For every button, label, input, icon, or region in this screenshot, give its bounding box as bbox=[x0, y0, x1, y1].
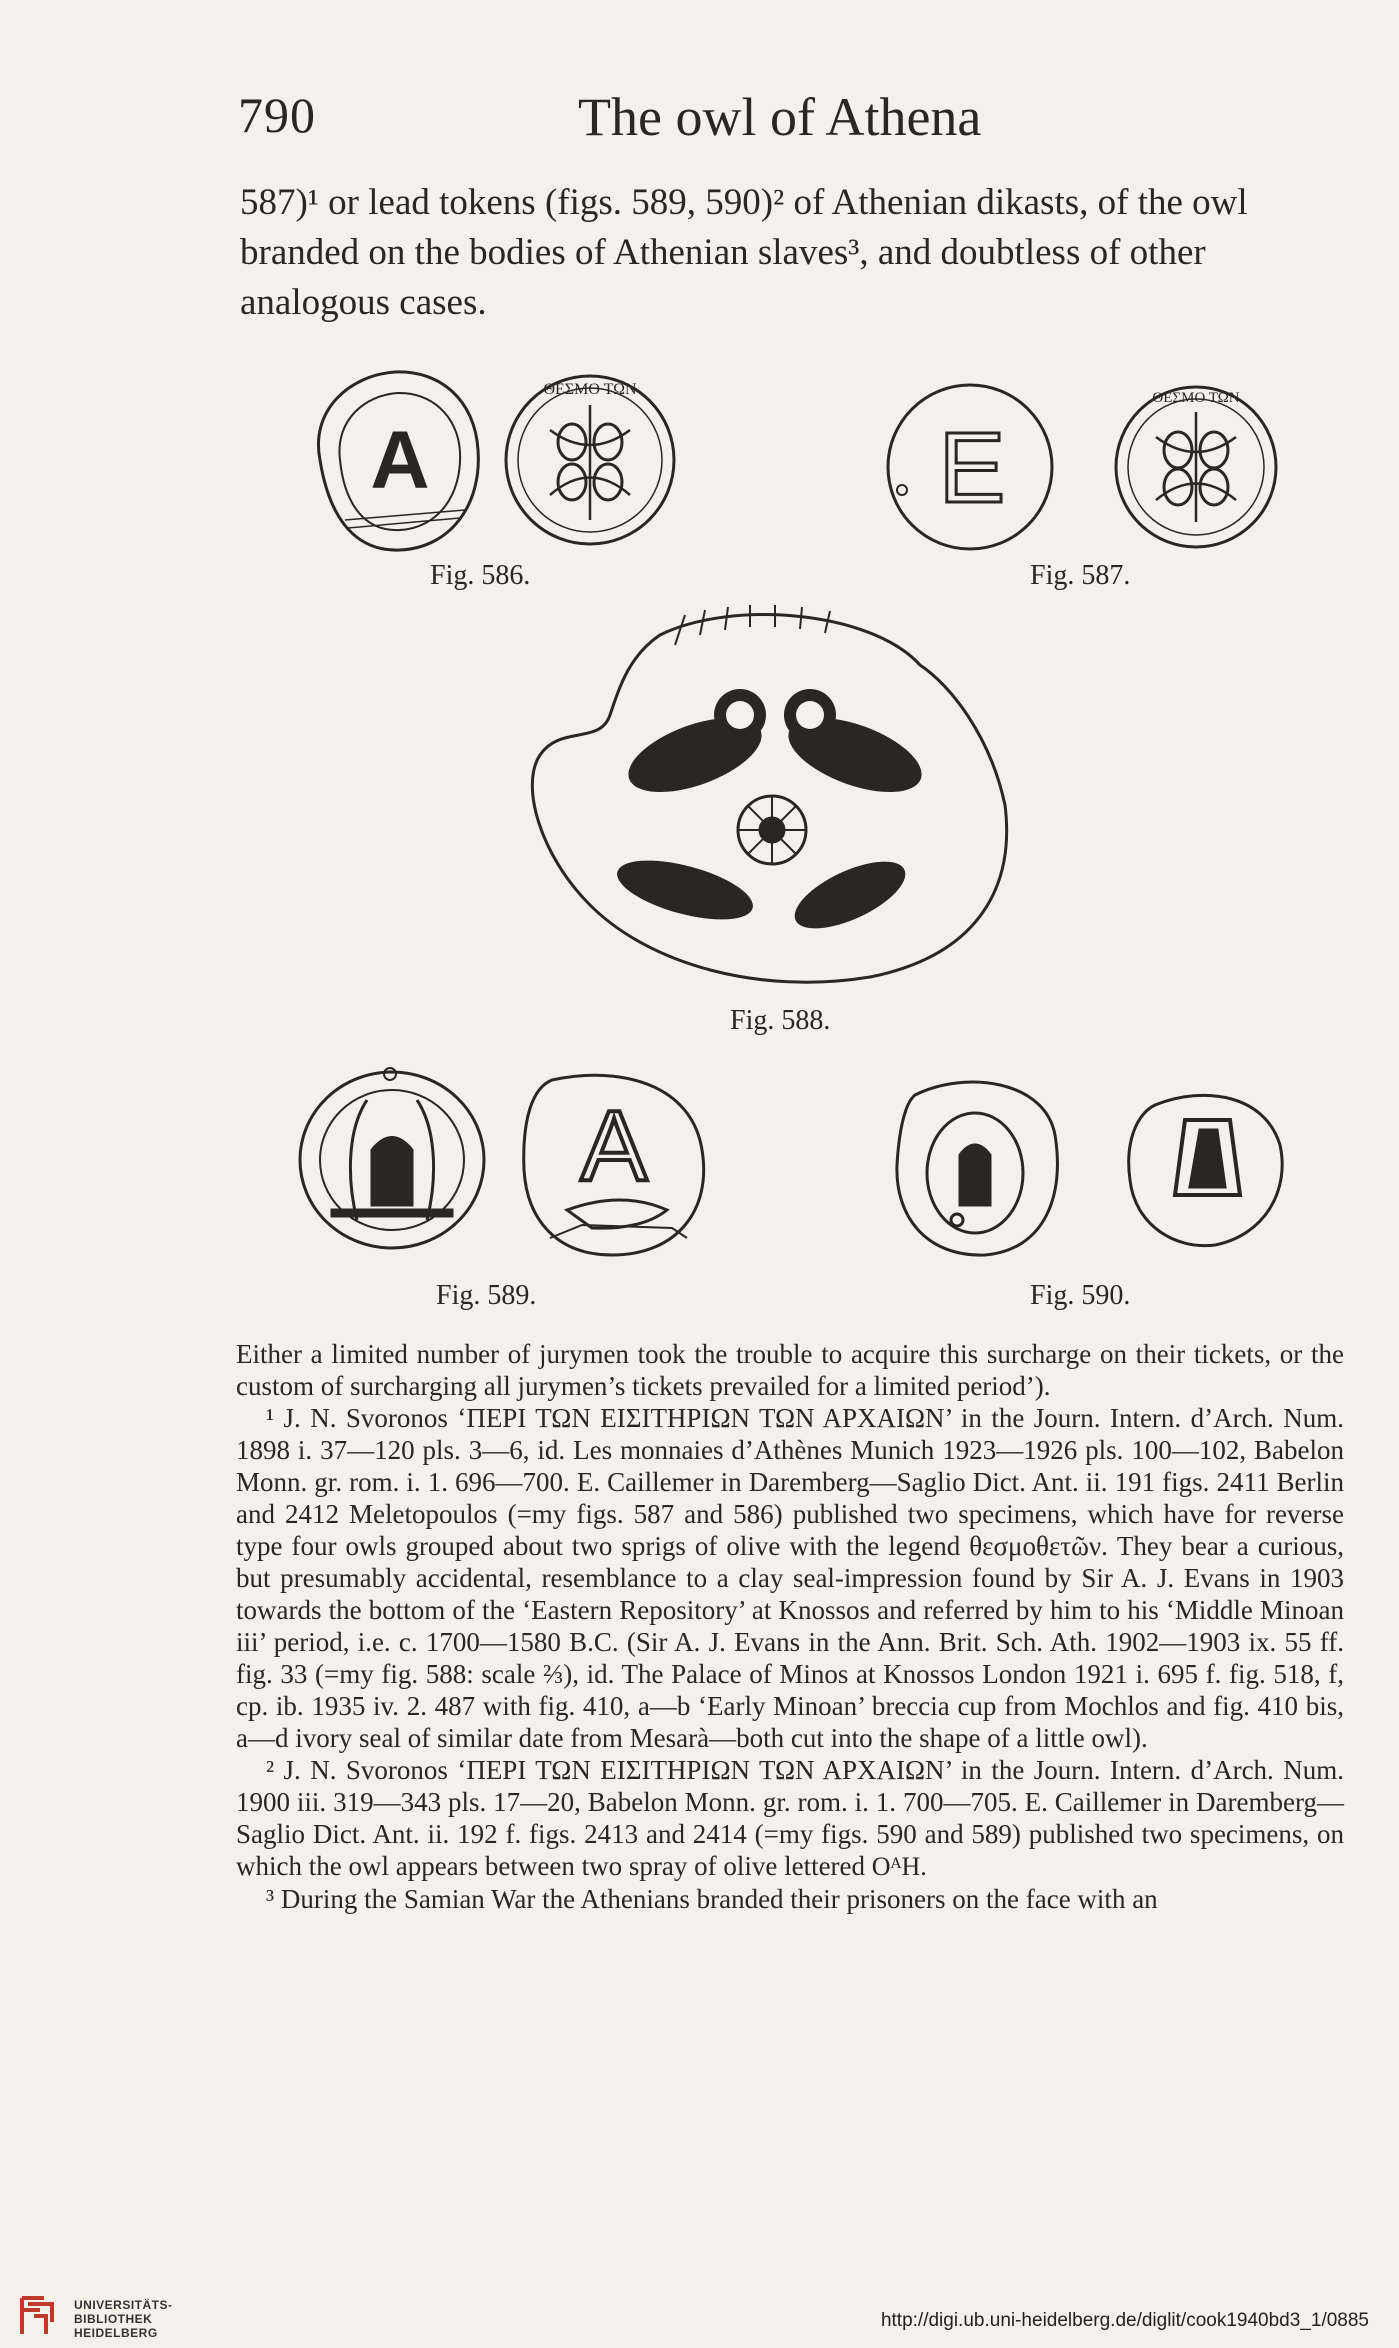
caption-fig-586: Fig. 586. bbox=[430, 560, 531, 591]
token-letter: A bbox=[370, 415, 430, 506]
seal-impression-outline bbox=[532, 615, 1006, 983]
footnote-1: ¹ J. N. Svoronos ‘ΠΕΡΙ ΤΩΝ ΕΙΣΙΤΗΡΙΩΝ ΤΩΝ ΑΡΧΑΙΩΝ’ in the Journ. Intern. d’Arch. Num. 1898 i. 37—120 pls. 3—6, id. Les monnaies d’Athènes Munich 1923—1926 pls. 100—102, Babelon Monn. gr. rom. i. 1. 696—700. E. Caillemer in Daremberg—Saglio Dict. Ant. ii. 191 figs. 2411 Berlin and 2412 Meletopoulos (=my figs. 587 and 586) published two specimens, which have for reverse type four owls grouped about two sprigs of olive with the legend θεσμοθετῶν. They bear a curious, but presumably accidental, resemblance to a clay seal-impression found by Sir A. J. Evans in 1903 towards the bottom of the ‘Eastern Repository’ at Knossos and referred by him to his ‘Middle Minoan iii’ period, i.e. c. 1700—1580 B.C. (Sir A. J. Evans in the Ann. Brit. Sch. Ath. 1902—1903 ix. 55 ff. fig. 33 (=my fig. 588: scale ⅔), id. The Palace of Minos at Knossos London 1921 i. 695 f. fig. 518, f, cp. ib. 1935 iv. 2. 487 with fig. 410, a—b ‘Early Minoan’ breccia cup from Mochlos and fig. 410 bis, a—d ivory seal of similar date from Mesarà—both cut into the shape of a little owl). bbox=[236, 1403, 1344, 1753]
caption-fig-590: Fig. 590. bbox=[1030, 1280, 1131, 1311]
note-paragraph: Either a limited number of jurymen took the trouble to acquire this surcharge on their tickets, or the custom of surcharging all jurymen’s tickets prevailed for a limited period’). bbox=[236, 1339, 1344, 1401]
olive-spray-lettering: OᴬH. bbox=[871, 1852, 927, 1881]
running-title: The owl of Athena bbox=[578, 87, 982, 147]
figure-589 bbox=[292, 1060, 732, 1260]
footnotes bbox=[236, 1338, 1344, 1915]
owl-icon bbox=[785, 848, 914, 942]
figure-587 bbox=[880, 372, 1280, 562]
coin-legend: ΘΕΣΜΟ ΤΩΝ bbox=[543, 381, 637, 398]
owl-icon bbox=[611, 849, 759, 932]
source-url-link[interactable]: http://digi.ub.uni-heidelberg.de/diglit/cook1940bd3_1/0885 bbox=[880, 2310, 1369, 2331]
rosette-icon bbox=[738, 796, 806, 864]
body-paragraph bbox=[240, 178, 1350, 328]
footnote-2 bbox=[236, 1754, 1344, 1883]
body-line: analogous cases. bbox=[240, 282, 487, 323]
token-letter: E bbox=[938, 412, 1006, 524]
digitization-footer bbox=[0, 2282, 1399, 2348]
caption-fig-587: Fig. 587. bbox=[1030, 560, 1131, 591]
owl-icon bbox=[960, 1145, 990, 1205]
caption-fig-589: Fig. 589. bbox=[436, 1280, 537, 1311]
page-number: 790 bbox=[238, 87, 316, 143]
running-header bbox=[238, 86, 1338, 156]
coin-legend: ΘΕΣΜΟ ΤΩΝ bbox=[1152, 390, 1240, 406]
figure-590 bbox=[885, 1075, 1285, 1265]
figure-586 bbox=[300, 360, 680, 560]
token-letter: A bbox=[580, 1090, 648, 1202]
body-line: 587)¹ or lead tokens (figs. 589, 590)² of Athenian dikasts, of the owl bbox=[240, 182, 1248, 223]
library-name: UNIVERSITÄTS- BIBLIOTHEK HEIDELBERG bbox=[74, 2298, 173, 2340]
owl-icon bbox=[372, 1138, 412, 1206]
footnote-2-text: ² J. N. Svoronos ‘ΠΕΡΙ ΤΩΝ ΕΙΣΙΤΗΡΙΩΝ ΤΩΝ ΑΡΧΑΙΩΝ’ in the Journ. Intern. d’Arch. Num. 1900 iii. 319—343 pls. 17—20, Babelon Monn. gr. rom. i. 1. 700—705. E. Caillemer in Daremberg—Saglio Dict. Ant. ii. 192 f. figs. 2413 and 2414 (=my figs. 590 and 589) published two specimens, on which the owl appears between two spray of olive lettered bbox=[236, 1755, 1344, 1881]
library-logo-icon bbox=[14, 2292, 60, 2338]
caption-fig-588: Fig. 588. bbox=[730, 1005, 831, 1036]
footnote-3: ³ During the Samian War the Athenians branded their prisoners on the face with an bbox=[266, 1884, 1158, 1914]
body-line: branded on the bodies of Athenian slaves³, and doubtless of other bbox=[240, 232, 1206, 273]
figure-588 bbox=[510, 605, 1030, 995]
